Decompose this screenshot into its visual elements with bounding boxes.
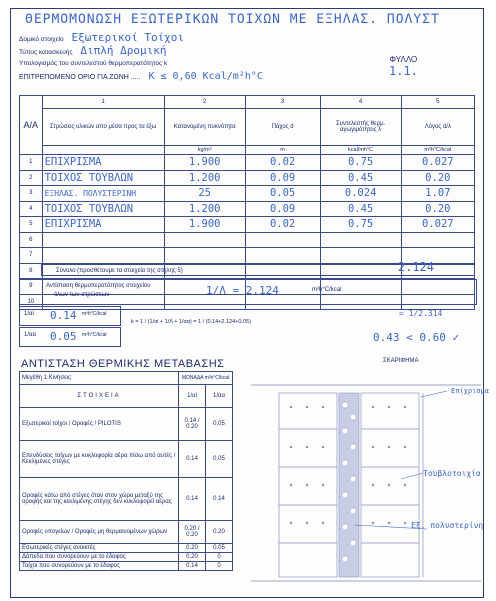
unit-thickness: m [245,146,320,155]
unit-lambda: kcal/mh°C [320,146,401,155]
table-row: Εξωτερικοί τοίχοι / Οροφές / PILOTIS 0.14 / 0.20 0.05 [20,408,233,441]
aa-header: Α/Α [20,96,43,155]
unit-density: kg/m³ [164,146,245,155]
table-row: Οροφές υπογείων / Οροφές μη θερμαινομένων χώρων 0.20 / 0.20 0.20 [20,521,233,544]
transfer-unit: ΜΟΝΑΔΑ m²h°C/kcal [179,372,233,385]
sum-value: 2.124 [397,260,434,274]
table-row: 10 [20,294,475,310]
alpha-a-value: 0.05 [50,330,77,343]
table-row: 8 [20,263,475,279]
table-row: Εσωτερικές στέγες ανοικτές 0.20 0.05 [20,544,233,553]
k-check: 0.43 < 0.60 ✓ [373,331,460,344]
sheet-label: ΦΥΛΛΟ [389,55,418,64]
alpha-a-box [19,327,121,347]
calculation-sheet [10,8,489,598]
col-number-1: 1 [42,96,164,109]
type-label: Τύπος κατασκευής [19,49,73,56]
sheet-title: ΘΕΡΜΟΜΟΝΩΣΗ ΕΞΩΤΕΡΙΚΩΝ ΤΟΙΧΩΝ ΜΕ ΕΞΗΛΑΣ. ΠΟΛΥΣΤ [25,12,440,27]
alpha-i-value: 0.14 [50,309,77,322]
alpha-a-unit: m²h°C/kcal [82,332,107,338]
insulation-layer [339,393,359,577]
table-row: 2 ΤΟΙΧΟΣ ΤΟΥΒΛΩΝ 1.200 0.09 0.45 0.20 [20,170,475,186]
table-row: Δάπεδα που συνορεύουν με το έδαφος 0.20 0 [20,553,233,562]
header-thickness: Πάχος d [245,109,320,146]
table-row: 3 ΕΞΗΛΑΣ. ΠΟΛΥΣΤΕΡΙΝΗ 25 0.05 0.024 1.07 [20,186,475,202]
coef-label: Υπολογισμός του συντελεστού θερμοπερατότητος k [19,60,168,67]
resistance-box [19,279,477,305]
allowed-label: ΕΠΙΤΡΕΠΟΜΕΝΟ ΟΡΙΟ ΓΙΑ ΖΩΝΗ ..... [19,74,141,81]
transfer-col-label: ΣΤΟΙΧΕΙΑ [20,385,179,408]
sketch-title: ΣΚΑΡΙΦΗΜΑ [383,358,419,364]
resistance-label-1: Αντίσταση θερμοπερατότητος στοιχείου [46,283,151,289]
table-row: 9 [20,279,475,295]
k-formula: k = 1 / (1/αi + 1/Λ + 1/αα) = 1 / (0.14+2.124+0.05) [131,319,251,325]
sketch-label-brick: Τουβλοτοιχία [423,469,481,478]
transfer-subtitle: Μεγέθη 1 Κινήσεις [20,372,179,385]
table-row: Επενδύσεις τοίχων με κυκλοφορία αέρα πίσω από αυτές / Κεκλιμένες στέγες 0.14 0.05 [20,441,233,478]
resistance-formula: 1/Λ = 2.124 [206,284,279,297]
alpha-i-box [19,306,121,326]
col-number-2: 2 [164,96,245,109]
unit-ratio: m²h°C/kcal [401,146,474,155]
table-row: 1 ΕΠΙΧΡΙΣΜΑ 1.900 0.02 0.75 0.027 [20,155,475,171]
col-number-4: 4 [320,96,401,109]
table-row: 5 ΕΠΙΧΡΙΣΜΑ 1.900 0.02 0.75 0.027 [20,217,475,233]
element-value: Εξωτερικοί Τοίχοι [71,31,185,44]
unit-layers [42,146,164,155]
resistance-unit: m²h°C/kcal [312,287,342,293]
table-row: 4 ΤΟΙΧΟΣ ΤΟΥΒΛΩΝ 1.200 0.09 0.45 0.20 [20,201,475,217]
table-row: Τοίχοι που συνορεύουν με το έδαφος 0.14 0 [20,562,233,571]
alpha-a-label: 1/αα [24,332,36,338]
sum-row [41,260,475,276]
alpha-i-unit: m²h°C/kcal [82,311,107,317]
transfer-table [19,371,233,571]
type-value: Διπλή Δρομική [80,44,167,57]
header-density: Κατανομένη πυκνότητα [164,109,245,146]
element-row [19,31,184,44]
outer-brick-wall [361,393,423,577]
header-ratio: Λόγος d/λ [401,109,474,146]
transfer-col-aa: 1/αα [206,385,233,408]
sketch-label-plaster: Επίχρισμα [451,387,489,395]
alpha-i-label: 1/αi [24,311,34,317]
col-number-3: 3 [245,96,320,109]
layers-table [19,95,475,310]
coef-row [19,60,167,67]
header-layers: Στρώσεις υλικών απο μέσα προς τα έξω [42,109,164,146]
sheet-number-box [389,55,418,78]
sum-label: Σύνολο (προσθέτουμε τα στοιχεία της στήλης 5) [56,268,183,274]
table-row: 6 [20,232,475,248]
transfer-title: ΑΝΤΙΣΤΑΣΗ ΘΕΡΜΙΚΗΣ ΜΕΤΑΒΑΣΗΣ [21,358,225,370]
table-row: Οροφές κάτω από στέγες όταν στον χώρο μεταξύ της οροφής και της κεκλιμένης στέγης δεν κυκλοφορεί αέρας 0.14 0.14 [20,478,233,521]
element-label: Δομικό στοιχείο [19,36,64,43]
transfer-col-ai: 1/αi [179,385,206,408]
allowed-value: K ≤ 0,60 Kcal/m²h°C [148,71,263,82]
allowed-row [19,71,263,82]
table-row: 7 [20,248,475,264]
resistance-label-2: όλων των στρώσεων [54,292,110,298]
k-result: = 1/2.314 [399,309,443,318]
sheet-number: 1.1. [389,64,418,78]
type-row [19,44,166,57]
col-number-5: 5 [401,96,474,109]
header-lambda: Συντελεστής θερμ. αγωγιμότητος λ [320,109,401,146]
sketch-label-polystyrene: Εξ. πολυστερίνη [411,521,484,530]
